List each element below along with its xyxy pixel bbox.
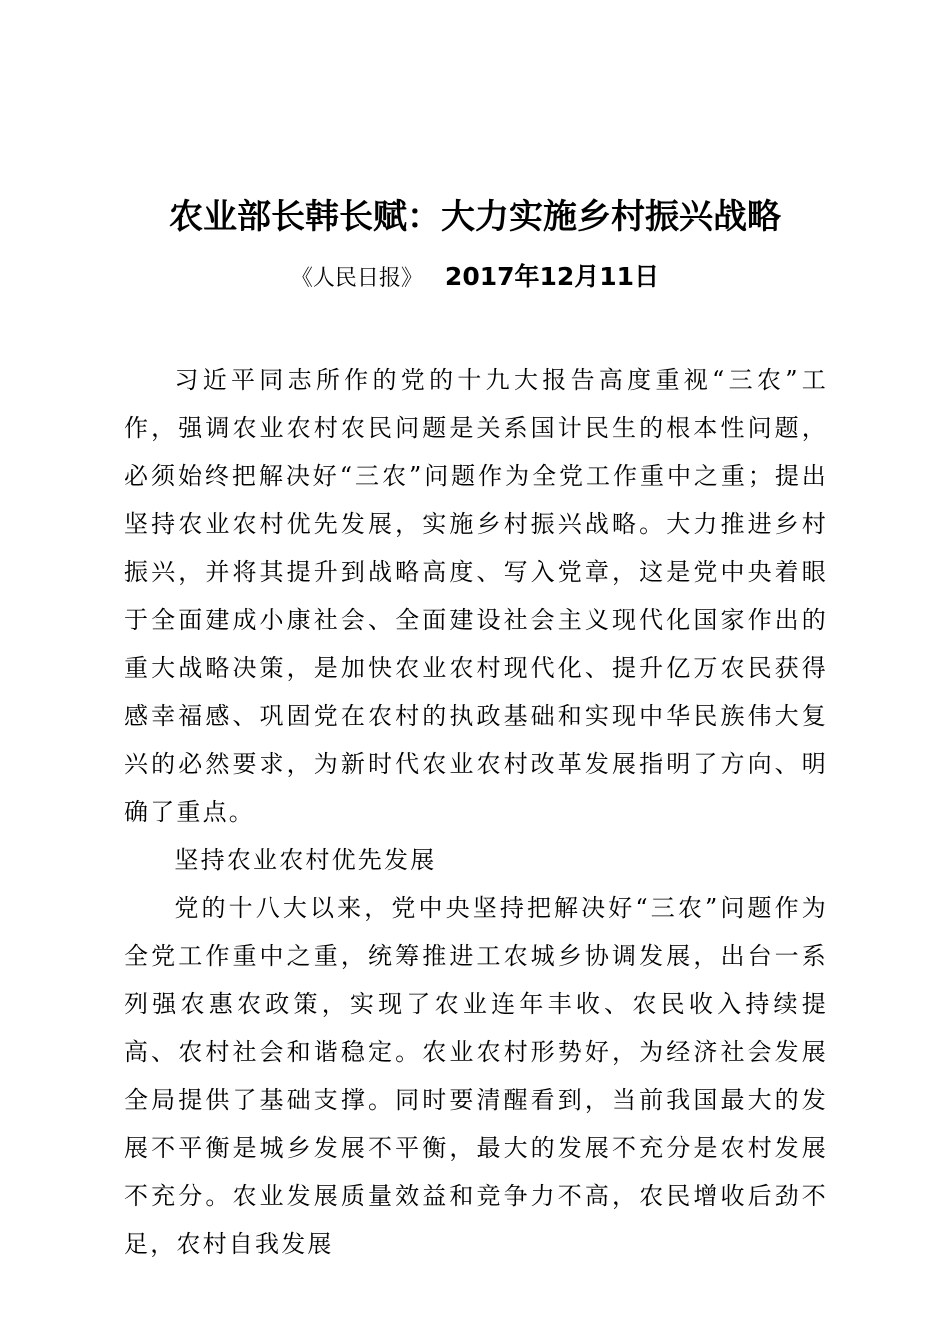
article-body: [124, 356, 828, 1268]
article-date: 2017年12月11日: [444, 262, 660, 291]
paragraph-2: 党的十八大以来，党中央坚持把解决好“三农”问题作为全党工作重中之重，统筹推进工农城乡协调发展，出台一系列强农惠农政策，实现了农业连年丰收、农民收入持续提高、农村社会和谐稳定。农业农村形势好，为经济社会发展全局提供了基础支撑。同时要清醒看到，当前我国最大的发展不平衡是城乡发展不平衡，最大的发展不充分是农村发展不充分。农业发展质量效益和竞争力不高，农民增收后劲不足，农村自我发展: [124, 894, 828, 1258]
paragraph-1: 习近平同志所作的党的十九大报告高度重视“三农”工作，强调农业农村农民问题是关系国计民生的根本性问题，必须始终把解决好“三农”问题作为全党工作重中之重；提出坚持农业农村优先发展，实施乡村振兴战略。大力推进乡村振兴，并将其提升到战略高度、写入党章，这是党中央着眼于全面建成小康社会、全面建设社会主义现代化国家作出的重大战略决策，是加快农业农村现代化、提升亿万农民获得感幸福感、巩固党在农村的执政基础和实现中华民族伟大复兴的必然要求，为新时代农业农村改革发展指明了方向、明确了重点。: [124, 366, 828, 826]
article-title: 农业部长韩长赋：大力实施乡村振兴战略: [169, 197, 781, 237]
section-heading: 坚持农业农村优先发展: [174, 846, 437, 874]
article-byline: [0, 255, 950, 301]
article-source: 《人民日报》: [290, 266, 423, 291]
